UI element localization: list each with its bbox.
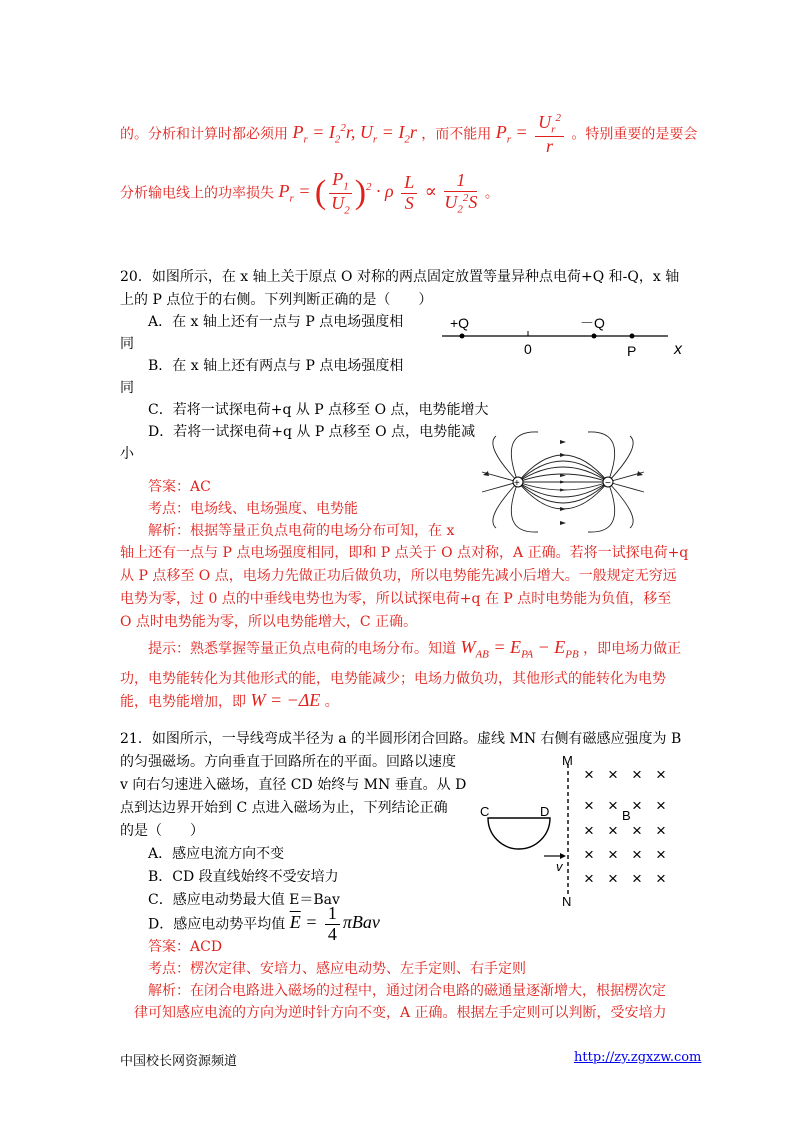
svg-text:×: ×: [608, 869, 618, 888]
svg-text:×: ×: [632, 845, 642, 864]
footer-site-name: 中国校长网资源频道: [120, 1054, 238, 1069]
p-point: [630, 334, 635, 339]
q21-option-d: D．感应电动势平均值 $\overline{E}$ = $\frac{1}{4}$ πBav: [148, 903, 380, 944]
q20-analysis-5: O 点时电势能为零，所以电势能增大，C 正确。: [120, 614, 418, 630]
q21-option-a: A．感应电流方向不变: [148, 846, 285, 862]
svg-text:×: ×: [656, 796, 666, 815]
minus-q-point: [592, 334, 597, 339]
magnetic-field-diagram: [478, 756, 688, 906]
formula-power-loss: $P_r$ = ( $\frac{P_1}{U_2}$ )$^2$ · ρ $\frac{L}{S}$ ∝ $\frac{1}{U_2^2S}$: [278, 169, 478, 217]
svg-text:×: ×: [608, 796, 618, 815]
svg-text:×: ×: [584, 869, 594, 888]
n-label: N: [562, 894, 572, 906]
svg-text:+: +: [514, 478, 520, 489]
svg-text:×: ×: [608, 845, 618, 864]
footer-link[interactable]: http://zy.zgxzw.com: [574, 1050, 702, 1065]
c-label: C: [480, 804, 490, 819]
svg-text:×: ×: [656, 845, 666, 864]
field-crosses: [584, 765, 666, 888]
formula-pr-wrong: $P_r$ = $\frac{U_r^2}{r}$: [496, 122, 567, 142]
svg-text:−: −: [605, 478, 611, 489]
svg-text:×: ×: [608, 765, 618, 784]
formula-delta-e: W = −ΔE: [250, 690, 321, 710]
q21-stem-1: 21．如图所示，一导线弯成半径为 a 的半圆形闭合回路。虚线 MN 右侧有磁感应强度为 B: [120, 731, 682, 747]
q21-stem-2: 的匀强磁场。方向垂直于回路所在的平面。回路以速度: [120, 754, 456, 770]
svg-text:×: ×: [656, 821, 666, 840]
q20-option-d: D．若将一试探电荷+q 从 P 点移至 O 点，电势能减: [148, 424, 476, 440]
q20-analysis-3: 从 P 点移至 O 点，电场力先做正功后做负功，所以电势能先减小后增大。一般规定无穷远: [120, 568, 677, 584]
svg-text:×: ×: [632, 765, 642, 784]
q21-stem-3: v 向右匀速进入磁场，直径 CD 始终与 MN 垂直。从 D: [120, 777, 467, 793]
q20-analysis-2: 轴上还有一点与 P 点电场强度相同，即和 P 点关于 O 点对称，A 正确。若将一试探电荷+q: [120, 545, 689, 561]
svg-text:×: ×: [632, 869, 642, 888]
d-label: D: [540, 804, 550, 819]
semicircle-loop: [488, 818, 550, 849]
q20-hint-2: 功，电势能转化为其他形式的能，电势能减少；电场力做负功，其他形式的能转化为电势: [120, 671, 666, 687]
b-label: B: [622, 808, 631, 823]
q20-option-c: C．若将一试探电荷+q 从 P 点移至 O 点，电势能增大: [148, 402, 489, 418]
q20-stem-1: 20．如图所示，在 x 轴上关于原点 O 对称的两点固定放置等量异种点电荷+Q 和-Q，x 轴: [120, 269, 680, 285]
q20-option-b-cont: 同: [120, 380, 134, 396]
svg-text:×: ×: [656, 765, 666, 784]
q21-option-b: B．CD 段直线始终不受安培力: [148, 869, 339, 885]
q21-stem-4: 点到达边界开始到 C 点进入磁场为止，下列结论正确: [120, 800, 448, 816]
q20-option-a-cont: 同: [120, 336, 134, 352]
q20-hint-1: 提示：熟悉掌握等量正负点电荷的电场分布。知道 $W_{AB} = E_{PA} - E_{PB}$ ，即电场力做正: [148, 637, 682, 661]
q20-stem-2: 上的 P 点位于的右侧。下列判断正确的是（ ）: [120, 292, 433, 308]
svg-text:×: ×: [584, 796, 594, 815]
svg-text:×: ×: [584, 845, 594, 864]
q21-knowledge-points: 考点：楞次定律、安培力、感应电动势、左手定则、右手定则: [148, 961, 526, 977]
q20-option-d-cont: 小: [120, 446, 134, 462]
plus-q-label: +Q: [450, 316, 470, 331]
q20-answer: 答案：AC: [148, 479, 211, 495]
q20-analysis-4: 电势为零，过 0 点的中垂线电势也为零，所以试探电荷+q 在 P 点时电势能为负值，移至: [120, 591, 672, 607]
q21-option-c: C．感应电动势最大值 E＝Bav: [148, 892, 340, 908]
q21-analysis-1: 解析：在闭合电路进入磁场的过程中，通过闭合电路的磁通量逐渐增大，根据楞次定: [148, 983, 666, 999]
q20-analysis-1: 解析：根据等量正负点电荷的电场分布可知，在 x: [148, 523, 455, 539]
svg-text:×: ×: [632, 796, 642, 815]
q21-answer: 答案：ACD: [148, 939, 223, 955]
q20-knowledge-points: 考点：电场线、电场强度、电势能: [148, 501, 358, 517]
v-label: v: [556, 859, 563, 874]
intro-line-1: 的。分析和计算时都必须用 $P_r = I_2^2r$, $U_r = I_2r$ ，而不能用 $P_r$ = $\frac{U_r^2}{r}$ 。特别重要的是要会: [120, 112, 698, 156]
x-axis-diagram: [440, 316, 690, 364]
svg-text:×: ×: [632, 821, 642, 840]
intro-line-2: 分析输电线上的功率损失 $P_r$ = ( $\frac{P_1}{U_2}$ )$^2$ · ρ $\frac{L}{S}$ ∝ $\frac{1}{U_2^2S}$ 。: [120, 169, 499, 217]
formula-work: $W_{AB} = E_{PA} - E_{PB}$: [460, 637, 579, 661]
q20-option-b: B．在 x 轴上还有两点与 P 点电场强度相: [148, 358, 404, 374]
svg-text:×: ×: [584, 821, 594, 840]
origin-label: 0: [524, 341, 532, 357]
svg-text:×: ×: [584, 765, 594, 784]
q20-hint-3: 能，电势能增加，即 W = −ΔE 。: [120, 690, 339, 710]
svg-text:×: ×: [608, 821, 618, 840]
formula-avg-emf: $\overline{E}$ = $\frac{1}{4}$ πBav: [289, 903, 380, 944]
formula-pr-ur: $P_r = I_2^2r$, $U_r = I_2r$: [292, 122, 417, 146]
field-lines-diagram: [478, 426, 648, 538]
plus-q-point: [460, 334, 465, 339]
q21-stem-5: 的是（ ）: [120, 823, 204, 839]
q20-option-a: A．在 x 轴上还有一点与 P 点电场强度相: [148, 314, 404, 330]
x-label: x: [674, 341, 682, 358]
p-label: P: [627, 343, 637, 359]
m-label: M: [562, 756, 573, 768]
svg-text:×: ×: [656, 869, 666, 888]
q21-analysis-2: 律可知感应电流的方向为逆时针方向不变，A 正确。根据左手定则可以判断，受安培力: [134, 1005, 667, 1021]
minus-q-label: －Q: [580, 316, 605, 331]
